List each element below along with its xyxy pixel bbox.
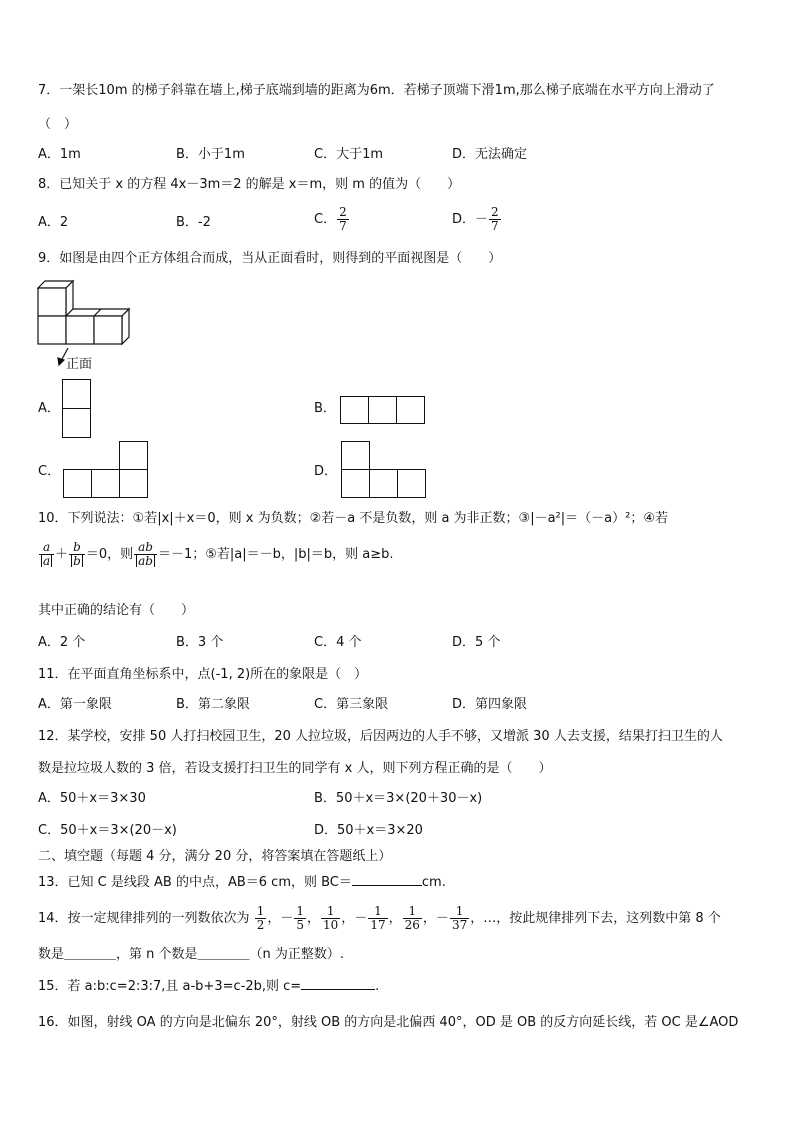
view-square — [62, 379, 91, 409]
fraction-numerator: 2 — [339, 205, 347, 219]
minus-sign: － — [435, 911, 449, 926]
view-square — [91, 469, 120, 498]
q11-option-a: A．第一象限 — [38, 697, 112, 712]
q15-stem — [38, 978, 379, 996]
view-square — [396, 396, 425, 424]
fraction-numerator: 1 — [374, 904, 382, 918]
separator: ， — [307, 911, 321, 926]
q13-answer-blank — [352, 885, 422, 886]
fraction-numerator: 1 — [455, 904, 464, 918]
q8-option-c-label: C． — [314, 212, 337, 227]
fraction-denominator: 10 — [323, 918, 339, 932]
q12-stem-line1: 12．某学校，安排 50 人打扫校园卫生，20 人拉垃圾，后因两边的人手不够，又增派 30 人去支援，结果打扫卫生的人 — [38, 729, 723, 744]
q7-option-a: A．1m — [38, 147, 81, 162]
fraction-numerator: 1 — [326, 904, 335, 918]
q9-option-c: C． — [38, 464, 61, 479]
view-square — [341, 441, 370, 470]
q10-mid-text-2: ＝－1；⑤若|a|＝－b，|b|＝b — [157, 547, 333, 562]
q12-option-d: D．50＋x＝3×20 — [314, 823, 423, 838]
view-square — [369, 469, 398, 498]
fraction-numerator: 1 — [296, 904, 304, 918]
q15-answer-blank — [301, 989, 375, 990]
q9-stem: 9．如图是由四个正方体组合而成，当从正面看时，则得到的平面视图是（ ） — [38, 251, 502, 266]
q15-pre: 15．若 a:b:c=2:3:7,且 a-b+3=c-2b,则 c= — [38, 979, 302, 994]
q10-option-d: D．5 个 — [452, 635, 501, 650]
q8-stem: 8．已知关于 x 的方程 4x－3m＝2 的解是 x＝m，则 m 的值为（ ） — [38, 177, 461, 192]
q7-option-c: C．大于1m — [314, 147, 384, 162]
q7-option-b: B．小于1m — [176, 147, 245, 162]
fraction-denominator: 7 — [491, 219, 499, 233]
q9-option-a: A． — [38, 401, 60, 416]
q10-stem-line2: $\frac{a}{a}$ ＋ $\frac{b}{b}$ ＝0，则 $\frac{ab}{ab}$ ＝－1；⑤若|a|＝－b，|b|＝b，则 a≥b. — [38, 540, 394, 570]
fraction-ab-over-abs-ab: $\frac{ab}{ab}$ — [134, 541, 157, 568]
separator: ， — [388, 911, 402, 926]
sequence-fraction — [321, 905, 340, 932]
fraction-numerator: 1 — [408, 904, 417, 918]
minus-sign: － — [280, 911, 294, 926]
fraction-b-over-abs-b: $\frac{b}{b}$ — [69, 541, 85, 568]
q13-stem — [38, 874, 446, 892]
fraction-numerator: 1 — [256, 904, 265, 918]
q13-post: cm. — [421, 875, 446, 890]
q11-option-b: B．第二象限 — [176, 697, 250, 712]
q8-option-d — [452, 206, 502, 233]
sequence-fraction — [403, 905, 422, 932]
q8-option-d-fraction — [489, 206, 501, 233]
q8-option-a: A．2 — [38, 215, 69, 230]
q8-option-b: B．-2 — [176, 215, 211, 230]
fraction-a-over-abs-a: $\frac{a}{a}$ — [39, 541, 54, 568]
q14-stem-line2: 数是＿＿＿＿，第 n 个数是＿＿＿＿（n 为正整数）. — [38, 947, 345, 962]
q10-stem-line3: 其中正确的结论有（ ） — [38, 603, 195, 618]
q14-pre: 14．按一定规律排列的一列数依次为 — [38, 911, 250, 926]
q14-stem-line1 — [38, 902, 721, 936]
q12-option-a: A．50＋x＝3×30 — [38, 791, 146, 806]
separator: ， — [267, 911, 281, 926]
q9-option-d: D． — [314, 464, 338, 479]
fraction-denominator: 5 — [296, 918, 304, 932]
separator: ， — [341, 911, 355, 926]
q11-stem: 11．在平面直角坐标系中，点(-1, 2)所在的象限是（ ） — [38, 667, 368, 682]
view-square — [340, 396, 369, 424]
q16-stem-line1: 16．如图，射线 OA 的方向是北偏东 20°，射线 OB 的方向是北偏西 40°，OD 是 OB 的反方向延长线，若 OC 是∠AOD — [38, 1015, 739, 1030]
sequence-fraction — [368, 905, 387, 932]
fraction-denominator: 26 — [404, 918, 420, 932]
view-square — [341, 469, 370, 498]
fraction-denominator: 7 — [339, 219, 347, 233]
section-heading-fill-in: 二、填空题（每题 4 分，满分 20 分，将答案填在答题纸上） — [38, 849, 392, 864]
sequence-fraction — [255, 905, 267, 932]
sequence-fraction — [294, 905, 306, 932]
q12-option-b: B．50＋x＝3×(20＋30－x) — [314, 791, 483, 806]
q8-option-c — [314, 206, 350, 233]
fraction-denominator: 2 — [256, 918, 265, 932]
view-square — [62, 408, 91, 438]
q14-post: ，…，按此规律排列下去，这列数中第 8 个 — [470, 911, 721, 926]
q7-stem-line1: 7．一架长10m 的梯子斜靠在墙上,梯子底端到墙的距离为6m．若梯子顶端下滑1m,那么梯子底端在水平方向上滑动了 — [38, 83, 715, 98]
q10-option-c: C．4 个 — [314, 635, 362, 650]
view-square — [397, 469, 426, 498]
q9-front-label: 正面 — [66, 357, 93, 372]
q10-stem-line1: 10．下列说法：①若|x|＋x＝0，则 x 为负数；②若－a 不是负数，则 a 为非正数；③|－a²|＝（－a）²；④若 — [38, 511, 668, 526]
q9-option-b: B． — [314, 401, 336, 416]
q13-pre: 13．已知 C 是线段 AB 的中点，AB＝6 cm，则 BC＝ — [38, 875, 352, 890]
view-square — [63, 469, 92, 498]
q11-option-c: C．第三象限 — [314, 697, 389, 712]
view-square — [119, 441, 148, 470]
q11-option-d: D．第四象限 — [452, 697, 528, 712]
view-square — [368, 396, 397, 424]
q14-sequence — [254, 904, 471, 932]
sequence-fraction — [450, 905, 469, 932]
fraction-denominator: 37 — [451, 918, 468, 932]
q10-option-a: A．2 个 — [38, 635, 86, 650]
q7-stem-line2: （ ） — [38, 117, 78, 132]
fraction-denominator: 17 — [370, 918, 386, 932]
separator: ， — [422, 911, 436, 926]
q8-option-d-label: D．－ — [452, 212, 489, 227]
q7-option-d: D．无法确定 — [452, 147, 528, 162]
fraction-numerator: 2 — [491, 205, 499, 219]
q12-stem-line2: 数是拉垃圾人数的 3 倍，若设支援打扫卫生的同学有 x 人，则下列方程正确的是（ ） — [38, 761, 552, 776]
q10-tail-text: ，则 a≥b. — [332, 547, 394, 562]
q10-mid-text-1: ＝0，则 — [85, 547, 134, 562]
q15-post: . — [375, 979, 380, 994]
minus-sign: － — [354, 911, 368, 926]
q10-option-b: B．3 个 — [176, 635, 224, 650]
q12-option-c: C．50＋x＝3×(20－x) — [38, 823, 177, 838]
view-square — [119, 469, 148, 498]
q8-option-c-fraction — [337, 206, 349, 233]
